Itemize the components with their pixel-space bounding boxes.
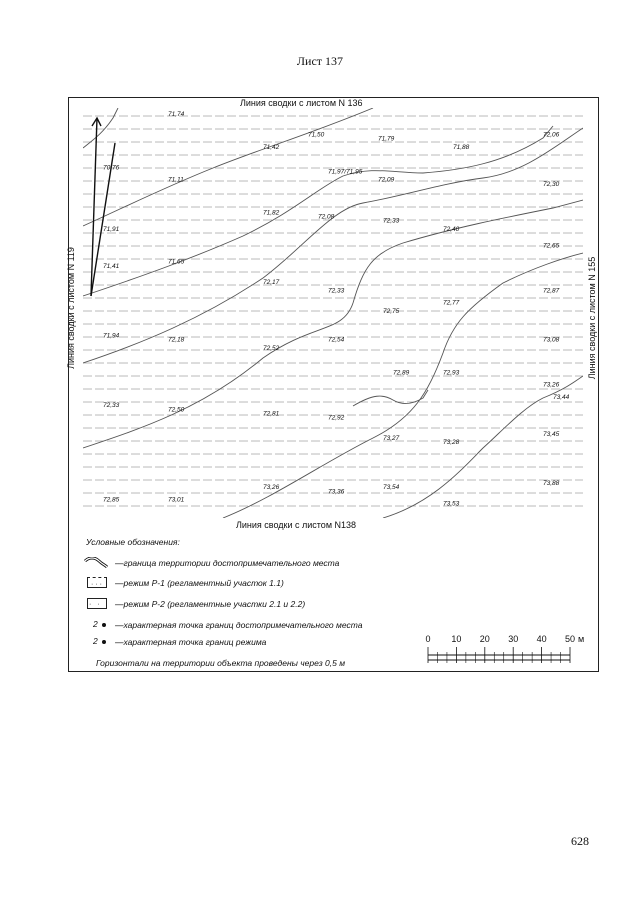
elevation-label: 71,41 [103,262,120,270]
elevation-label: 70,76 [103,164,120,172]
legend-item-regime-p2 [83,598,305,610]
elevation-label: 72,85 [103,496,120,504]
elevation-label: 72,40 [443,225,460,233]
elevation-label: 73,27 [383,435,400,442]
elevation-label: 71,82 [263,209,280,217]
elevation-label: 72,50 [168,406,185,414]
legend-text: —характерная точка границ достопримечательного места [115,620,363,630]
elevation-label: 72,08 [318,213,335,221]
elevation-label: 73,26 [263,484,280,492]
elevation-label: 71,88 [453,143,470,151]
elevation-label: 72,77 [443,299,460,307]
legend-text: —граница территории достопримечательного места [115,558,340,568]
elevation-label: 73,36 [328,488,345,496]
point-site-icon: 2 [83,619,109,631]
scale-tick-label: 30 [508,634,519,644]
elevation-label: 72,18 [168,336,185,344]
elevation-label: 73,54 [383,484,400,492]
edge-label-right: Линия сводки с листом N 155 [587,256,597,380]
edge-label-left: Линия сводки с листом N 119 [66,247,76,369]
elevation-label: 72,65 [543,242,560,250]
scale-tick-label: 50 [564,634,576,644]
legend-item-boundary [83,557,339,569]
contour-line [83,128,583,363]
elevation-label: 71,94 [103,332,120,340]
scale-tick-label: 40 [536,634,547,644]
elevation-label: 72,87 [543,287,560,295]
legend-text: —режим Р-2 (регламентные участки 2.1 и 2.2) [115,599,306,609]
elevation-label: 71,79 [378,135,395,143]
scale-tick-label: 20 [479,634,490,644]
point-regime-icon: 2 [83,636,109,648]
elevation-labels [103,111,570,508]
elevation-label: 72,81 [263,410,280,418]
scale-unit: м [578,634,585,644]
elevation-label: 72,33 [328,287,345,295]
edge-label-top: Линия сводки с листом N 136 [240,98,363,108]
elevation-label: 72,75 [383,307,400,315]
elevation-label: 71,74 [168,111,185,119]
elevation-label: 71,65 [168,258,185,266]
elevation-label: 72,52 [263,344,280,352]
regime-p2-icon: · · [83,598,109,610]
elevation-label: 73,88 [543,480,560,488]
elevation-label: 73,44 [553,394,570,401]
contour-interval-note: Горизонтали на территории объекта проведены через 0,5 м [96,658,346,668]
elevation-label: 72,89 [393,369,410,377]
elevation-label: 71,91 [103,225,120,233]
elevation-label: 72,54 [328,336,345,344]
page-number: 628 [571,834,589,848]
elevation-label: 72,92 [328,414,345,422]
elevation-label: 72,33 [103,402,120,410]
elevation-label: 71,50 [308,131,325,139]
legend-title: Условные обозначения: [86,537,180,547]
regime-p1-icon: ··· [83,577,109,589]
elevation-label: 73,26 [543,381,560,389]
elevation-label: 71,97/71,95 [328,168,363,176]
topographic-map [83,108,583,518]
legend-text: —режим Р-1 (регламентный участок 1.1) [115,578,284,588]
elevation-label: 71,42 [263,143,280,151]
elevation-label: 73,08 [543,336,560,344]
legend-item-point-regime [83,636,266,648]
legend-text: —характерная точка границ режима [115,637,267,647]
boundary-line-icon [83,557,109,569]
elevation-label: 72,33 [383,217,400,225]
elevation-label: 73,53 [443,500,460,508]
scale-tick-label: 10 [451,634,462,644]
elevation-label: 72,17 [263,279,280,287]
elevation-label: 73,45 [543,430,560,438]
edge-label-bottom: Линия сводки с листом N138 [236,520,357,530]
contour-line [83,108,373,226]
contour-line [223,253,583,518]
elevation-label: 72,93 [443,369,460,377]
legend-item-point-site [83,619,362,631]
elevation-label: 72,30 [543,180,560,188]
elevation-label: 73,01 [168,496,185,504]
elevation-label: 71,11 [168,176,184,184]
legend-item-regime-p1 [83,577,284,589]
sheet-title: Лист 137 [296,54,344,68]
elevation-label: 73,28 [443,439,460,447]
contour-line [83,126,553,296]
scale-tick-label: 0 [425,634,431,644]
elevation-label: 72,06 [543,131,560,139]
elevation-label: 72,09 [378,176,395,184]
scale-bar [420,633,595,665]
